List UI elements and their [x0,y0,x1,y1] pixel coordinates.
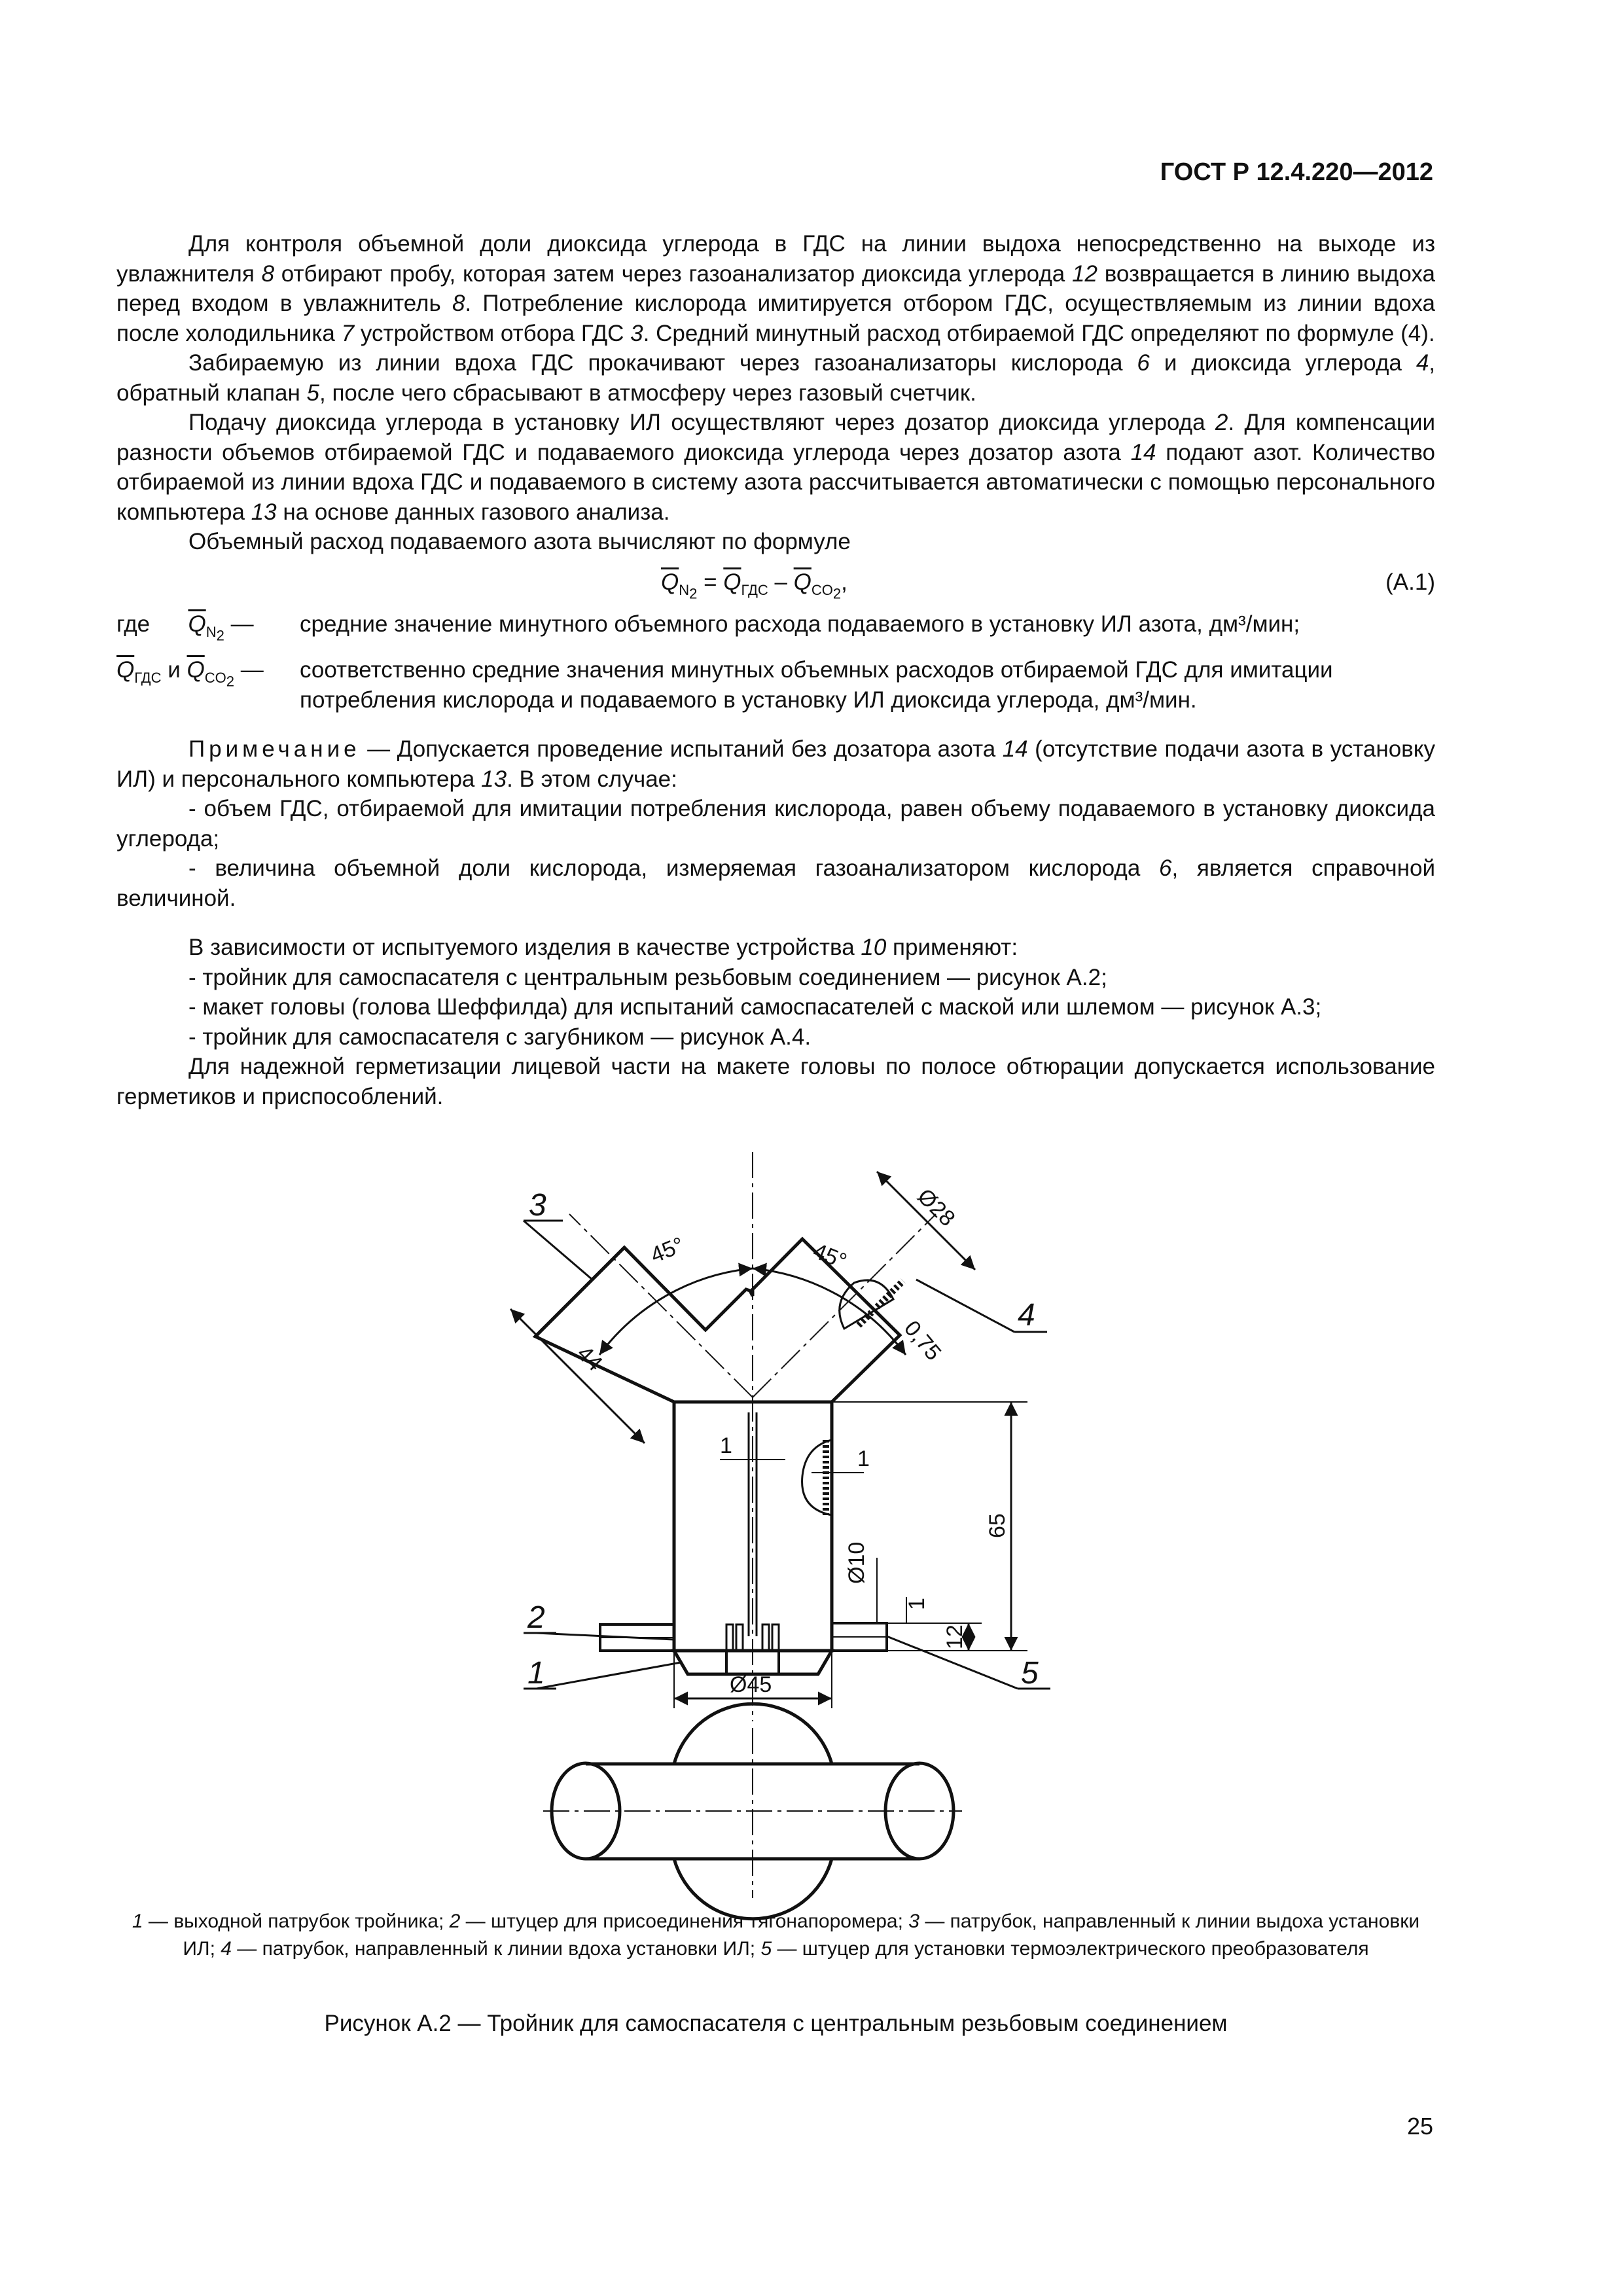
devices-item-1: - тройник для самоспасателя с центральным резьбовым соединением — рисунок А.2; [188,964,1107,990]
label-1-wall: 1 [857,1446,870,1471]
label-1-channel: 1 [720,1433,732,1458]
dim-44-line [510,1309,645,1443]
label-pos-1: 1 [527,1656,545,1691]
note-item-2: - величина объемной доли кислорода, измеряемая газоанализатором кислорода 6, является справочной величиной. [116,855,1435,911]
leader-2 [537,1633,674,1640]
paragraph-inhale-gas: Забираемую из линии вдоха ГДС прокачивают через газоанализаторы кислорода 6 и диоксида углерода 4, обратный клапан 5, после чего сбрасывают в атмосферу через газовый счетчик. [116,350,1436,406]
page-number: 25 [1406,2113,1433,2140]
note-paragraph: Примечание — Допускается проведение испытаний без дозатора азота 14 (отсутствие подачи азота в установку ИЛ) и персонального компьютера 13. В этом случае: [116,736,1435,792]
label-45-right: 45° [810,1238,850,1274]
tee-drawing [0,1152,1623,1924]
label-d28: Ø28 [912,1183,960,1232]
where-row-1 [116,609,1435,651]
label-d10: Ø10 [844,1541,869,1584]
devices-sealing: Для надежной герметизации лицевой части на макете головы по полосе обтюрации допускается использование герметиков и приспособлений. [116,1054,1435,1109]
body-text [116,229,1435,1111]
angle-arc-left [599,1268,753,1355]
label-pos-3: 3 [529,1188,546,1223]
devices-item-3: - тройник для самоспасателя с загубником — рисунок А.4. [188,1024,812,1050]
label-45-left: 45° [647,1232,688,1268]
label-pos-2: 2 [527,1600,545,1635]
label-12: 12 [942,1624,967,1649]
label-1-fitting: 1 [904,1598,929,1610]
where-row-2 [116,655,1435,715]
label-075: 0,75 [899,1316,946,1365]
paragraph-co2-supply: Подачу диоксида углерода в установку ИЛ осуществляют через дозатор диоксида углерода 2. Для компенсации разности объемов отбираемой ГДС и подаваемого диоксида углерода через дозатор азота 14 подают азот. Количество отбираемой из линии вдоха ГДС и подаваемого в систему азота рассчитывается автоматически с помощью персонального компьютера 13 на основе данных газового анализа. [116,410,1436,525]
right-tube-axis [753,1214,936,1397]
leader-4 [916,1280,1014,1332]
label-44: 44 [572,1340,607,1376]
paragraph-exhale-co2: Для контроля объемной доли диоксида углерода в ГДС на линии выдоха непосредственно на выходе из увлажнителя 8 отбирают пробу, которая затем через газоанализатор диоксида углерода 12 возвращается в линию выдоха перед входом в увлажнитель 8. Потребление кислорода имитируется отбором ГДС, осуществляемым из линии вдоха после холодильника 7 устройством отбора ГДС 3. Средний минутный расход отбираемой ГДС определяют по формуле (4). [116,231,1435,346]
devices-item-2: - макет головы (голова Шеффилда) для испытаний самоспасателей с маской или шлемом — рисунок А.3; [188,994,1322,1020]
tee-outline [535,1239,900,1402]
tube-left-end [535,1247,624,1336]
formula-expression: $\overline{Q}_{N_2} = \overline{Q}_{ГДС} - \overline{Q}_{CO_2}$, [661,569,847,601]
document-id: ГОСТ Р 12.4.220—2012 [1160,158,1433,186]
where-desc-1: средние значение минутного объемного расхода подаваемого в установку ИЛ азота, дм³/мин; [300,611,1300,637]
where-symbol-2: $\overline{Q}_{ГДС}$ и $\overline{Q}_{CO_2}$ — [116,657,264,690]
label-pos-5: 5 [1021,1656,1039,1691]
figure-legend: 1 — выходной патрубок тройника; 2 — штуцер для присоединения тягонапоромера; 3 — патрубок, направленный к линии выдоха установки ИЛ; 4 — патрубок, направленный к линии вдоха установки ИЛ; 5 — штуцер для установки термоэлектрического преобразователя [132,1910,1420,1960]
where-symbol-1: где $\overline{Q}_{N_2}$ — [116,611,254,643]
label-d45: Ø45 [730,1672,772,1697]
leader-1 [537,1662,681,1689]
angle-arc-right [753,1268,906,1355]
formula-a1 [116,557,1435,604]
figure-caption: Рисунок А.2 — Тройник для самоспасателя с центральным резьбовым соединением [324,2011,1228,2036]
devices-intro: В зависимости от испытуемого изделия в качестве устройства 10 применяют: [188,935,1018,961]
label-pos-4: 4 [1018,1298,1035,1333]
note-item-1: - объем ГДС, отбираемой для имитации потребления кислорода, равен объему подаваемого в установку диоксида углерода; [116,796,1435,852]
paragraph-formula-intro: Объемный расход подаваемого азота вычисляют по формуле [188,529,851,554]
formula-number: (А.1) [1385,569,1435,595]
leader-3 [524,1221,592,1280]
label-65: 65 [985,1513,1010,1538]
where-desc-2: соответственно средние значения минутных объемных расходов отбираемой ГДС для имитации потребления кислорода и подаваемого в установку ИЛ диоксида углерода, дм³/мин. [300,657,1333,713]
dim-28-line [877,1172,975,1270]
